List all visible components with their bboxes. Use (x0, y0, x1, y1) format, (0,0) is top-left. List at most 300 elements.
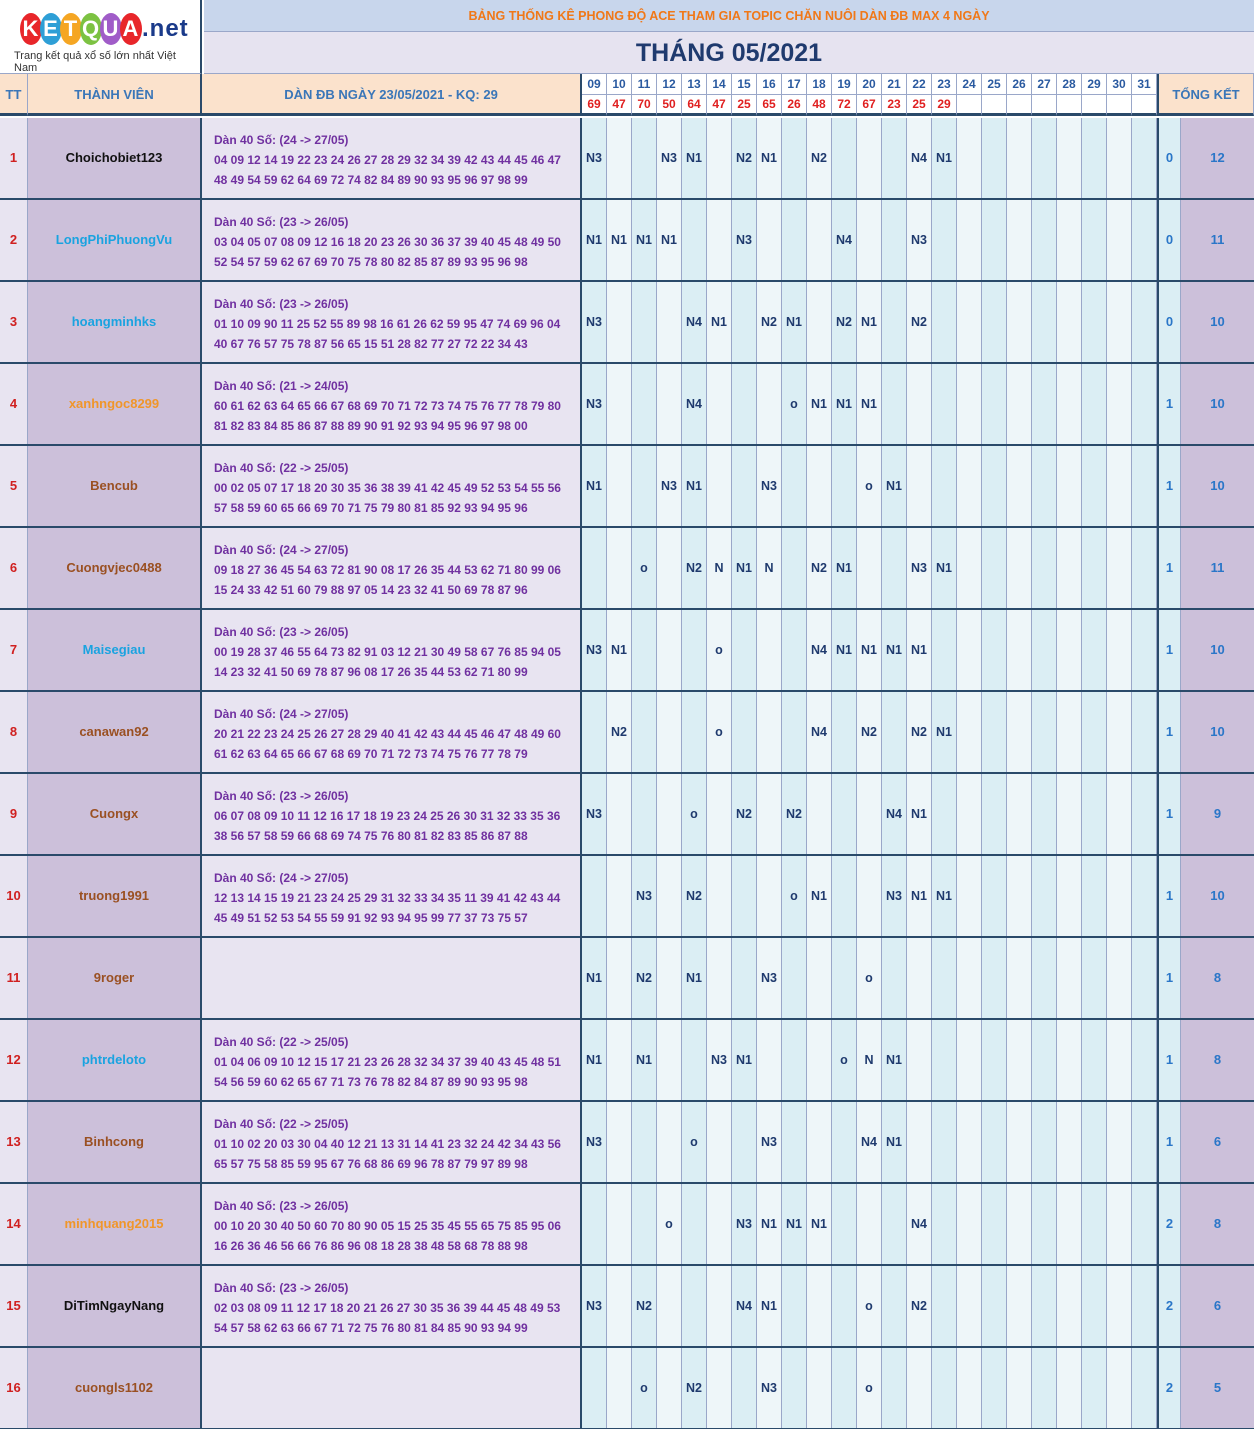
row-index: 1 (0, 118, 28, 198)
member-name[interactable]: LongPhiPhuongVu (28, 200, 202, 280)
day-mark: N3 (732, 200, 757, 280)
table-row (0, 1102, 1254, 1184)
day-result: 26 (782, 95, 807, 116)
day-mark (1082, 692, 1107, 772)
number-set-title: Dàn 40 Số: (23 -> 26/05) (214, 1281, 349, 1295)
total-score: 10 (1181, 610, 1254, 690)
day-mark (832, 1184, 857, 1264)
day-mark (832, 118, 857, 198)
day-mark: N3 (757, 938, 782, 1018)
hit-count: 1 (1157, 938, 1181, 1018)
day-mark: N1 (757, 118, 782, 198)
day-mark (982, 118, 1007, 198)
table-row (0, 1020, 1254, 1102)
number-set (202, 1020, 582, 1100)
day-mark (932, 774, 957, 854)
row-index: 10 (0, 856, 28, 936)
number-set-line: 02 03 08 09 11 12 17 18 20 21 26 27 30 35 36 39 44 45 48 49 53 (214, 1301, 561, 1315)
total-score: 8 (1181, 938, 1254, 1018)
day-mark: o (857, 938, 882, 1018)
day-mark (607, 364, 632, 444)
day-mark (707, 1348, 732, 1428)
day-mark: N2 (632, 938, 657, 1018)
day-header: 12 (657, 74, 682, 95)
day-mark: N2 (907, 692, 932, 772)
day-mark (632, 446, 657, 526)
day-mark (932, 282, 957, 362)
day-mark (1057, 1102, 1082, 1182)
logo[interactable] (0, 0, 202, 74)
hit-count: 1 (1157, 1020, 1181, 1100)
day-mark: N2 (807, 528, 832, 608)
day-mark (607, 118, 632, 198)
day-mark (957, 364, 982, 444)
day-mark (882, 282, 907, 362)
day-header: 18 (807, 74, 832, 95)
day-mark (1107, 200, 1132, 280)
day-mark (907, 364, 932, 444)
day-mark: N3 (582, 1266, 607, 1346)
day-mark: o (657, 1184, 682, 1264)
day-mark: o (682, 1102, 707, 1182)
day-mark (1107, 1184, 1132, 1264)
member-name[interactable]: Choichobiet123 (28, 118, 202, 198)
day-mark (1082, 1266, 1107, 1346)
logo-letter: K (20, 13, 42, 45)
day-mark: o (857, 1348, 882, 1428)
day-mark (632, 364, 657, 444)
day-mark (982, 528, 1007, 608)
number-set-line: 01 10 09 90 11 25 52 55 89 98 16 61 26 62 59 95 47 74 69 96 04 (214, 317, 561, 331)
day-mark (1107, 1102, 1132, 1182)
row-index: 5 (0, 446, 28, 526)
day-mark: N3 (632, 856, 657, 936)
day-mark (1057, 774, 1082, 854)
member-name[interactable]: 9roger (28, 938, 202, 1018)
day-mark (1057, 1266, 1082, 1346)
day-mark (607, 938, 632, 1018)
row-index: 12 (0, 1020, 28, 1100)
day-mark: N4 (682, 364, 707, 444)
member-name[interactable]: Cuongx (28, 774, 202, 854)
day-mark (1107, 118, 1132, 198)
day-mark (607, 1102, 632, 1182)
number-set (202, 856, 582, 936)
hit-count: 1 (1157, 528, 1181, 608)
day-mark (1032, 856, 1057, 936)
day-mark (657, 282, 682, 362)
row-index: 9 (0, 774, 28, 854)
day-mark: N2 (682, 856, 707, 936)
day-mark (982, 200, 1007, 280)
day-mark (1057, 610, 1082, 690)
day-mark: N3 (882, 856, 907, 936)
day-mark (882, 692, 907, 772)
day-mark (657, 1020, 682, 1100)
number-set (202, 938, 582, 1018)
total-score: 8 (1181, 1184, 1254, 1264)
day-mark (807, 938, 832, 1018)
day-mark: o (707, 692, 732, 772)
day-mark: N4 (732, 1266, 757, 1346)
day-mark: N3 (757, 1102, 782, 1182)
number-set (202, 1266, 582, 1346)
day-mark (782, 1020, 807, 1100)
day-mark (607, 856, 632, 936)
total-score: 8 (1181, 1020, 1254, 1100)
day-mark (657, 856, 682, 936)
day-mark (1032, 364, 1057, 444)
total-score: 10 (1181, 446, 1254, 526)
day-mark (757, 610, 782, 690)
total-score: 6 (1181, 1102, 1254, 1182)
day-mark: N2 (732, 774, 757, 854)
day-mark: N (757, 528, 782, 608)
day-mark (1082, 446, 1107, 526)
table-row (0, 1266, 1254, 1348)
day-mark: o (782, 364, 807, 444)
day-mark (982, 1102, 1007, 1182)
day-mark (1032, 282, 1057, 362)
day-mark (1007, 528, 1032, 608)
day-mark: N2 (732, 118, 757, 198)
day-mark (1057, 364, 1082, 444)
day-mark (1107, 774, 1132, 854)
day-mark (957, 1020, 982, 1100)
day-mark: o (832, 1020, 857, 1100)
row-index: 8 (0, 692, 28, 772)
day-mark (932, 446, 957, 526)
number-set-line: 38 56 57 58 59 66 68 69 74 75 76 80 81 82 83 85 86 87 88 (214, 829, 528, 843)
day-mark: N3 (582, 364, 607, 444)
day-mark (1082, 282, 1107, 362)
number-set-line: 12 13 14 15 19 21 23 24 25 29 31 32 33 34 35 11 39 41 42 43 44 (214, 891, 561, 905)
day-mark (1107, 282, 1132, 362)
day-mark (707, 1102, 732, 1182)
day-mark (682, 610, 707, 690)
day-mark (957, 692, 982, 772)
day-mark (1007, 856, 1032, 936)
number-set-title: Dàn 40 Số: (23 -> 26/05) (214, 1199, 349, 1213)
member-name[interactable]: hoangminhks (28, 282, 202, 362)
day-mark: N1 (857, 364, 882, 444)
day-mark: N3 (907, 200, 932, 280)
total-score: 9 (1181, 774, 1254, 854)
day-header: 21 (882, 74, 907, 95)
day-header: 09 (582, 74, 607, 95)
logo-letter: A (120, 13, 142, 45)
member-name[interactable]: minhquang2015 (28, 1184, 202, 1264)
day-mark (757, 1020, 782, 1100)
day-mark (1082, 774, 1107, 854)
day-mark (757, 856, 782, 936)
day-mark (907, 1348, 932, 1428)
day-mark (982, 938, 1007, 1018)
day-mark (1132, 118, 1157, 198)
member-name[interactable]: DiTimNgayNang (28, 1266, 202, 1346)
day-mark: N1 (582, 1020, 607, 1100)
day-mark (582, 692, 607, 772)
day-mark (1032, 446, 1057, 526)
hit-count: 1 (1157, 692, 1181, 772)
number-set-title: Dàn 40 Số: (22 -> 25/05) (214, 1035, 349, 1049)
day-mark: N1 (932, 856, 957, 936)
day-mark (657, 528, 682, 608)
day-mark: N2 (907, 282, 932, 362)
day-mark (1007, 774, 1032, 854)
row-index: 7 (0, 610, 28, 690)
table-row (0, 692, 1254, 774)
day-mark: N2 (857, 692, 882, 772)
day-mark: N1 (682, 938, 707, 1018)
day-mark (1082, 856, 1107, 936)
day-mark (1007, 200, 1032, 280)
day-mark (932, 1348, 957, 1428)
number-set (202, 610, 582, 690)
number-set-title: Dàn 40 Số: (22 -> 25/05) (214, 461, 349, 475)
day-mark: N1 (682, 118, 707, 198)
day-mark (982, 610, 1007, 690)
day-header: 11 (632, 74, 657, 95)
day-mark (632, 282, 657, 362)
day-mark (1057, 528, 1082, 608)
day-mark (932, 610, 957, 690)
day-mark (707, 774, 732, 854)
day-mark (982, 446, 1007, 526)
day-result: 23 (882, 95, 907, 116)
day-mark (932, 1266, 957, 1346)
member-name[interactable]: canawan92 (28, 692, 202, 772)
day-mark: N1 (707, 282, 732, 362)
day-mark (1007, 364, 1032, 444)
day-mark (657, 1348, 682, 1428)
day-mark (1132, 364, 1157, 444)
member-name[interactable]: Maisegiau (28, 610, 202, 690)
day-mark: N4 (857, 1102, 882, 1182)
day-mark: N4 (907, 118, 932, 198)
table-row (0, 938, 1254, 1020)
day-mark (832, 1266, 857, 1346)
day-result: 47 (607, 95, 632, 116)
number-set-title: Dàn 40 Số: (23 -> 26/05) (214, 625, 349, 639)
day-mark (707, 938, 732, 1018)
member-name[interactable]: cuongls1102 (28, 1348, 202, 1428)
day-mark: N2 (907, 1266, 932, 1346)
day-mark: N1 (807, 364, 832, 444)
hit-count: 1 (1157, 774, 1181, 854)
number-set-line: 01 10 02 20 03 30 04 40 12 21 13 31 14 41 23 32 24 42 34 43 56 (214, 1137, 561, 1151)
number-set-title: Dàn 40 Số: (23 -> 26/05) (214, 789, 349, 803)
member-name[interactable]: xanhngoc8299 (28, 364, 202, 444)
number-set-line: 15 24 33 42 51 60 79 88 97 05 14 23 32 41 50 69 78 87 96 (214, 583, 528, 597)
day-mark (657, 774, 682, 854)
member-name[interactable]: Cuongvjec0488 (28, 528, 202, 608)
day-mark (782, 610, 807, 690)
day-mark (957, 1184, 982, 1264)
day-mark (932, 1102, 957, 1182)
number-set-line: 16 26 36 46 56 66 76 86 96 08 18 28 38 48 58 68 78 88 98 (214, 1239, 528, 1253)
day-mark: N2 (682, 528, 707, 608)
number-set-line: 60 61 62 63 64 65 66 67 68 69 70 71 72 73 74 75 76 77 78 79 80 (214, 399, 561, 413)
day-mark: N1 (732, 528, 757, 608)
day-result (1082, 95, 1107, 116)
row-index: 13 (0, 1102, 28, 1182)
day-mark (1032, 610, 1057, 690)
day-header: 24 (957, 74, 982, 95)
day-mark (607, 528, 632, 608)
day-mark (957, 446, 982, 526)
member-name[interactable]: truong1991 (28, 856, 202, 936)
day-mark: N2 (782, 774, 807, 854)
day-result (957, 95, 982, 116)
day-mark (1082, 364, 1107, 444)
header-summary: TỔNG KẾT (1157, 74, 1254, 116)
day-mark (957, 118, 982, 198)
day-mark (1082, 118, 1107, 198)
day-mark (707, 200, 732, 280)
day-mark (632, 1184, 657, 1264)
day-mark (1007, 118, 1032, 198)
day-result (982, 95, 1007, 116)
table-row (0, 446, 1254, 528)
member-name[interactable]: phtrdeloto (28, 1020, 202, 1100)
day-mark (807, 1348, 832, 1428)
day-mark (1107, 528, 1132, 608)
number-set-title: Dàn 40 Số: (24 -> 27/05) (214, 871, 349, 885)
number-set-line: 81 82 83 84 85 86 87 88 89 90 91 92 93 94 95 96 97 98 00 (214, 419, 528, 433)
day-mark: N1 (757, 1266, 782, 1346)
day-mark: N1 (632, 1020, 657, 1100)
day-mark (1132, 446, 1157, 526)
table-row (0, 856, 1254, 938)
day-mark (732, 282, 757, 362)
day-mark (957, 1266, 982, 1346)
day-mark (1057, 200, 1082, 280)
day-result: 70 (632, 95, 657, 116)
day-mark (957, 856, 982, 936)
logo-letter: Q (80, 13, 102, 45)
day-mark: N1 (807, 856, 832, 936)
day-mark (732, 856, 757, 936)
day-mark (957, 774, 982, 854)
day-header: 17 (782, 74, 807, 95)
day-mark (607, 774, 632, 854)
number-set-line: 03 04 05 07 08 09 12 16 18 20 23 26 30 36 37 39 40 45 48 49 50 (214, 235, 561, 249)
day-mark (1032, 528, 1057, 608)
day-mark (982, 1348, 1007, 1428)
day-mark (782, 118, 807, 198)
day-mark: N1 (882, 610, 907, 690)
hit-count: 2 (1157, 1266, 1181, 1346)
table-row (0, 1348, 1254, 1429)
hit-count: 1 (1157, 610, 1181, 690)
number-set-title: Dàn 40 Số: (22 -> 25/05) (214, 1117, 349, 1131)
table-row (0, 282, 1254, 364)
day-mark (682, 1020, 707, 1100)
number-set-line: 00 02 05 07 17 18 20 30 35 36 38 39 41 42 45 49 52 53 54 55 56 (214, 481, 561, 495)
day-mark (782, 200, 807, 280)
day-mark (1082, 1020, 1107, 1100)
day-mark (1132, 1102, 1157, 1182)
hit-count: 2 (1157, 1184, 1181, 1264)
total-score: 10 (1181, 856, 1254, 936)
day-mark (1007, 1266, 1032, 1346)
day-mark (982, 1020, 1007, 1100)
number-set (202, 446, 582, 526)
row-index: 4 (0, 364, 28, 444)
day-result (1032, 95, 1057, 116)
day-mark (882, 200, 907, 280)
day-mark (1107, 1266, 1132, 1346)
day-mark (1107, 1020, 1132, 1100)
day-mark: o (857, 1266, 882, 1346)
day-mark (807, 774, 832, 854)
day-mark (832, 692, 857, 772)
day-mark (1032, 1348, 1057, 1428)
day-mark: N (857, 1020, 882, 1100)
day-mark (1107, 938, 1132, 1018)
day-mark (1032, 1102, 1057, 1182)
day-mark: N1 (657, 200, 682, 280)
day-mark (782, 528, 807, 608)
day-result: 25 (907, 95, 932, 116)
day-mark (1082, 938, 1107, 1018)
day-mark (1007, 282, 1032, 362)
hit-count: 1 (1157, 446, 1181, 526)
number-set-line: 01 04 06 09 10 12 15 17 21 23 26 28 32 34 37 39 40 43 45 48 51 (214, 1055, 561, 1069)
day-mark (957, 200, 982, 280)
day-mark (657, 610, 682, 690)
day-mark: o (632, 528, 657, 608)
number-set-title: Dàn 40 Số: (23 -> 26/05) (214, 297, 349, 311)
day-mark: N1 (582, 446, 607, 526)
day-mark (907, 446, 932, 526)
day-mark (632, 692, 657, 772)
row-index: 14 (0, 1184, 28, 1264)
day-result: 50 (657, 95, 682, 116)
hit-count: 0 (1157, 282, 1181, 362)
day-mark (1007, 938, 1032, 1018)
member-name[interactable]: Bencub (28, 446, 202, 526)
day-header: 23 (932, 74, 957, 95)
total-score: 5 (1181, 1348, 1254, 1428)
day-mark (882, 528, 907, 608)
day-mark: N2 (607, 692, 632, 772)
day-mark: N1 (732, 1020, 757, 1100)
day-mark (657, 1266, 682, 1346)
day-mark: N1 (932, 528, 957, 608)
member-name[interactable]: Binhcong (28, 1102, 202, 1182)
number-set-line: 54 57 58 62 63 66 67 71 72 75 76 80 81 84 85 90 93 94 99 (214, 1321, 528, 1335)
table-row (0, 200, 1254, 282)
day-mark (1082, 1348, 1107, 1428)
day-mark (982, 364, 1007, 444)
table-row (0, 118, 1254, 200)
day-mark (882, 118, 907, 198)
table-row (0, 1184, 1254, 1266)
total-score: 11 (1181, 200, 1254, 280)
day-result: 48 (807, 95, 832, 116)
day-mark (882, 1266, 907, 1346)
day-mark: N1 (932, 692, 957, 772)
day-mark (1032, 200, 1057, 280)
day-mark (807, 1266, 832, 1346)
day-mark (932, 1184, 957, 1264)
total-score: 10 (1181, 282, 1254, 362)
day-header: 20 (857, 74, 882, 95)
day-mark: N3 (657, 446, 682, 526)
day-header: 27 (1032, 74, 1057, 95)
